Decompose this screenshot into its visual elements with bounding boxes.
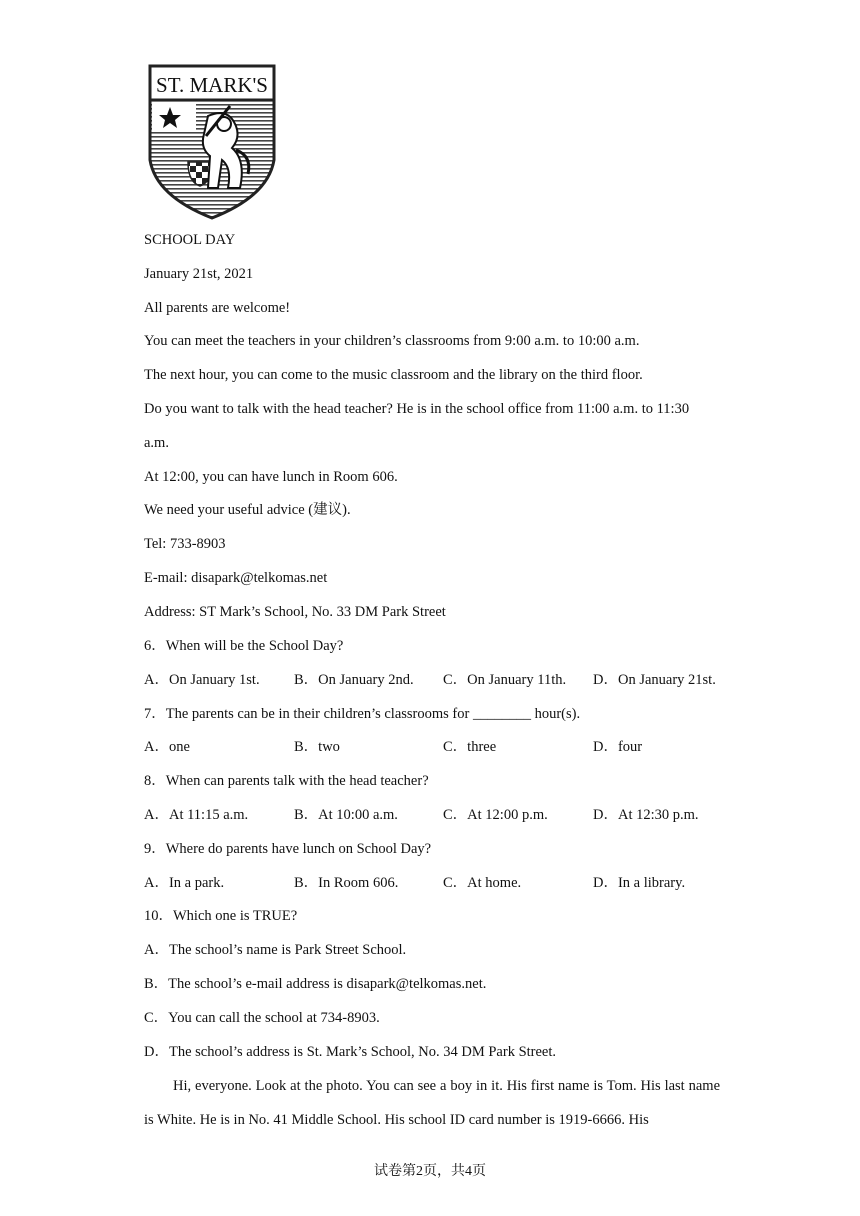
question-stem: 9．Where do parents have lunch on School Day? bbox=[144, 841, 432, 857]
notice-line: We need your useful advice (建议). bbox=[144, 502, 351, 518]
option-a: A．one bbox=[144, 739, 190, 755]
option-b: B．In Room 606. bbox=[294, 875, 399, 891]
option-c: C．At home. bbox=[443, 875, 522, 891]
page-footer: 试卷第2页，共4页 bbox=[374, 1164, 486, 1179]
reading-passage: Hi, everyone. Look at the photo. You can see a boy in it. His first name is Tom. His last name is White. He is in No. 41 Middle School. His school ID card number is 1919-6666. His bbox=[144, 1078, 720, 1128]
question-options bbox=[144, 805, 744, 825]
notice-address: Address: ST Mark’s School, No. 33 DM Park Street bbox=[144, 604, 446, 620]
option-a: A．At 11:15 a.m. bbox=[144, 807, 249, 823]
option-d: D．In a library. bbox=[593, 875, 686, 891]
option-b: B．At 10:00 a.m. bbox=[294, 807, 398, 823]
option-a: A．The school’s name is Park Street School. bbox=[144, 942, 407, 958]
option-b: B．On January 2nd. bbox=[294, 672, 414, 688]
notice-line: Do you want to talk with the head teacher? He is in the school office from 11:00 a.m. to 11:30 bbox=[144, 401, 690, 417]
question-stem: 6．When will be the School Day? bbox=[144, 638, 344, 654]
notice-email: E-mail: disapark@telkomas.net bbox=[144, 570, 328, 586]
option-b: B．The school’s e-mail address is disapark@telkomas.net. bbox=[144, 976, 487, 992]
notice-line: a.m. bbox=[144, 435, 169, 451]
notice-tel: Tel: 733-8903 bbox=[144, 536, 226, 552]
notice-title: SCHOOL DAY bbox=[144, 232, 236, 248]
notice-date: January 21st, 2021 bbox=[144, 266, 254, 282]
option-d: D．four bbox=[593, 739, 643, 755]
option-a: A．In a park. bbox=[144, 875, 225, 891]
option-d: D．At 12:30 p.m. bbox=[593, 807, 699, 823]
option-c: C．On January 11th. bbox=[443, 672, 567, 688]
question-options bbox=[144, 737, 744, 757]
question-stem: 8．When can parents talk with the head teacher? bbox=[144, 773, 429, 789]
notice-line: You can meet the teachers in your children’s classrooms from 9:00 a.m. to 10:00 a.m. bbox=[144, 333, 640, 349]
option-a: A．On January 1st. bbox=[144, 672, 260, 688]
question-stem: 7．The parents can be in their children’s classrooms for ________ hour(s). bbox=[144, 706, 581, 722]
question-options bbox=[144, 670, 744, 690]
option-c: C．You can call the school at 734-8903. bbox=[144, 1010, 380, 1026]
notice-line: At 12:00, you can have lunch in Room 606. bbox=[144, 469, 398, 485]
notice-line: The next hour, you can come to the music classroom and the library on the third floor. bbox=[144, 367, 643, 383]
notice-line: All parents are welcome! bbox=[144, 300, 291, 316]
school-crest-logo bbox=[148, 64, 276, 220]
option-c: C．At 12:00 p.m. bbox=[443, 807, 548, 823]
question-stem: 10．Which one is TRUE? bbox=[144, 908, 298, 924]
question-options bbox=[144, 873, 744, 893]
option-c: C．three bbox=[443, 739, 497, 755]
option-b: B．two bbox=[294, 739, 340, 755]
option-d: D．On January 21st. bbox=[593, 672, 716, 688]
option-d: D．The school’s address is St. Mark’s School, No. 34 DM Park Street. bbox=[144, 1044, 557, 1060]
svg-text:ST. MARK'S: ST. MARK'S bbox=[156, 73, 268, 97]
